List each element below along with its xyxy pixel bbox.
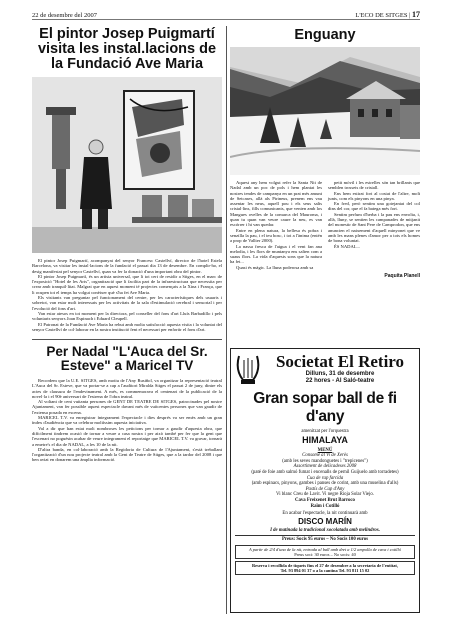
- ad-organizer: Societat El Retiro: [275, 352, 405, 371]
- ad-note: I de matinada la tradicional xocolatada amb melindros.: [270, 527, 380, 533]
- paragraph: Sentim perfum d'herba i la pau ens envolta, i, allà, lluny, se sentien les campanades de mitjanit del monestir de Sant Pere de Camprodon, que ens anuncien el naixement d'aquell minyonet que ve amb les mans plenes d'amor per a tots els homes de bona voluntat.: [328, 211, 420, 244]
- menu-item: Consomé al Vi de Xerès: [302, 453, 348, 459]
- paragraph: Ens hem estirat fort al costat de l'altre, molt junts, com els pinyons en una pinya.: [328, 190, 420, 201]
- right-column: [230, 27, 420, 279]
- menu-item: Raïm i Cotilló: [310, 503, 340, 509]
- ad-date: Dilluns, 31 de desembre: [305, 371, 375, 377]
- paragraph: MARICEL T.V. va enregistrar íntegrament l'espectacle i dies després va ser emès amb un gran índex d'audiència que va celebrar moltíssim aquesta iniciativa.: [32, 415, 222, 426]
- paragraph: En fred, però sentim una gotejantat del col dins del cor, que el fa batega més fort.: [328, 201, 420, 212]
- menu-item: (paté de foie amb salmó fumat i encenalls de pernil Guijuelo amb torradetes): [251, 469, 399, 475]
- article-body-auca: [32, 378, 222, 463]
- paragraph: ÉS NADAL...: [334, 243, 361, 249]
- ad-dj: DISCO MARÍN: [298, 516, 352, 526]
- paragraph: D'altra banda, en col·laboració amb la Regidoria de Cultura de l'Ajuntament, s'està treballant l'organització d'un nou projecte teatral amb la Gent de Teatre de Sitges, que a la tardor del 2008 i que ben aviat en donarem una àmplia informació.: [32, 446, 222, 463]
- ad-venue: 22 hores - Al Saló-teatre: [305, 378, 375, 384]
- ad-orchestra: HIMALAYA: [302, 434, 348, 445]
- ad-prices: Preus: Socis 95 euros – No Socis 100 euros: [235, 535, 415, 543]
- menu-item: En acabar l'espectacle, la nit continuarà amb: [282, 511, 368, 517]
- paragraph: petit mòvil i les estrelles són tan brillants que semblen trossets de cristall.: [328, 180, 420, 191]
- advertisement-el-retiro: [230, 348, 420, 613]
- ad-headline: Gran sopar ball de fi d'any: [253, 390, 397, 425]
- paragraph: Van estar atesos en tot moment per la directora, pel conseller del fons d'art Lluís Barbadillo i pels voluntaris senyors Joan Espinach i Eduard Cleupell.: [32, 310, 222, 322]
- title-line: Per Nadal "L'Auca del Sr.: [46, 343, 208, 359]
- menu-item: Cava Freixenet Brut Barroco: [295, 497, 355, 503]
- menu-item: Vi blanc Creu de Lavit. Vi negre Rioja Solar Viejo.: [276, 492, 374, 498]
- paragraph: Entre en plena natura, la bellesa és pobra i senzilla la pau, i el teu bosc, i tot a l'ànima (entén a prop de Vallter 2000).: [230, 227, 322, 244]
- menu-item: Assortiment de delicadeses 2008: [293, 464, 357, 470]
- paragraph: Al voltant de cent vuitanta persones de GENT DE TEATRE DE SITGES, patrocinades pel nostre Ajuntament, van fer possible aquest espectacle davant més de vuitcentes persones que van gaudir de l'extensa posada en escena.: [32, 399, 222, 415]
- title-line: Esteve" a Maricel TV: [60, 357, 194, 373]
- menu-title: MENÚ: [317, 447, 333, 453]
- ad-after-midnight-box: [235, 545, 415, 559]
- menu-item: (amb les seves mandonguetes i "trepicenes"): [282, 458, 368, 464]
- article-title-enguany: Enguany: [294, 27, 356, 43]
- paragraph: Quasi és màgic. La lluna poderosa amb sa: [236, 264, 314, 270]
- paragraph: La nassa fresca de l'aigua i el vent fan ana melodia, i les flors de muntanya ens salten com a suaus flors. La vida d'aquests sons que la natura ha fet...: [230, 243, 322, 265]
- paragraph: Els visitants van preguntar pel funcionament del centre, per les característiques dels usuaris i sobretot, van estar molt interessats per les activitats de la sala d'estimulació cerebral i sensorial i per l'evolució del fons d'art.: [32, 295, 222, 311]
- menu-item: (amb espinacs, pinyons, gambes i panses de corint, amb una muselina d'alls): [251, 481, 399, 487]
- section-divider: [32, 339, 222, 340]
- menu-item: Cua de rap farcida: [306, 475, 344, 481]
- paragraph: El Patronat de la Fundació Ave Maria ha rebut amb molta satisfacció aquesta visita i la voluntat del senyor Castellví de col·laborar en la nostra institució fent el necessari per enfortir el fons d'art.: [32, 321, 222, 332]
- column-divider: [226, 26, 227, 614]
- author-signature: Paquita Planell: [384, 273, 420, 280]
- ad-animated-by: amenitzat per l'orquestra: [301, 429, 349, 434]
- paragraph: Recordem que la U.E. SITGES, amb motiu de l'Any Rusiñol, va organitzar la representació teatral L'Auca del Sr. Esteve, que va portar-se a cap a l'auditori Miralda Sitges el passat 2 de juny, dintre els actes de clausura de l'endevinament. A més, es commemorava el centenari de la publicació de la novel·la i el 90è aniversari de l'estrena de l'obra teatral.: [32, 377, 222, 399]
- article-title-auca: [32, 345, 222, 373]
- ad-reservation-box: [235, 561, 415, 575]
- article-body-enguany: [230, 180, 420, 270]
- ad-reserve-line: Reserva i recollida de tiquets fins el 27 de desembre a la secretaria de l'entitat,: [252, 562, 398, 568]
- lyre-logo-icon: [235, 352, 261, 386]
- article-title-puigmarti: [32, 27, 222, 72]
- page-number: 17: [412, 10, 420, 19]
- title-line: la Fundació Ave Maria: [50, 56, 204, 72]
- photo-snowy-mountain-village: [230, 47, 420, 175]
- paragraph: Aquest any hem volgut refer la Santa Nit de Nadal amb un poc de pols i hem plantat les nostres tendes de campanya en un prat més amunt de Setcases, allà als Pirineus, prenem ens vau assentar les neus, aquell pou i els seus salts cristal·lins, fills comunicants, que venien amb los Mangues ovelles de la comarca del Mauroma, i quan tu quan van veure caure la neu, es van escórrer i hi van quedar.: [230, 180, 322, 228]
- header-publication: L'ECO DE SITGES: [355, 12, 408, 19]
- article-body-puigmarti: [32, 258, 222, 332]
- ad-after-line: A partir de 2/4 d'una de la nit, entrada al ball amb dret a 1/2 ampolla de cava i cotilló: [249, 546, 401, 552]
- paragraph: El pintor Josep Puigmartí, és un artista universal, que li tot cert de residir a Sitges, en el marc de l'exposició "Hotel de les Arts", organització que li facilita part de la infraestructura que necessita per crear amb tranquil·litat. Malgrat que en aquest moment té projectes començats a la Xina i França, que li ocupen tot el temps ha volgut conèixer què s'ha fet Ave Maria.: [32, 273, 222, 295]
- title-line: visita les instal.lacions de: [37, 41, 217, 57]
- ad-after-line: Preus soci: 30 euros – No socis: 40: [294, 551, 356, 557]
- header-date: 22 de desembre del 2007: [32, 12, 97, 19]
- photo-caption: El pintor Josep Puigmartí, acompanyat del senyor Francesc Castellví, director de l'hotel Estela Barcelona, va visitar les instal·lacions de la fundació el passat dia 13 de desembre. En complir-ho, el desig manifestat pel senyor Castellví, quan va fer la donació d'una important obra del pintor.: [32, 258, 222, 274]
- menu-item: Pastís de Cap d'Any: [305, 486, 345, 492]
- left-column: [32, 27, 222, 463]
- title-line: El pintor Josep Puigmartí: [39, 26, 215, 42]
- page-header: 22 de desembre del 2007 L'ECO DE SITGES | 17: [32, 6, 420, 20]
- ad-reserve-line: Tel. 93 894 01 37 o a la cantina Tel. 93 811 15 02: [280, 567, 370, 573]
- photo-puigmarti-visit: [32, 77, 222, 253]
- paragraph: Val a dir que han estat molt nombroses les peticions per tornar a gaudir d'aquesta obra, que difícilment tindrem ocasió de tornar a veure a casa nostra i per això també per fer que la gent que l'escenari no poguésin acabar de veure integrament el reportatge que MARICEL T.V. va gravar, tornarà a emetre's el dia de NADAL, a les 10 de la nit.: [32, 425, 222, 447]
